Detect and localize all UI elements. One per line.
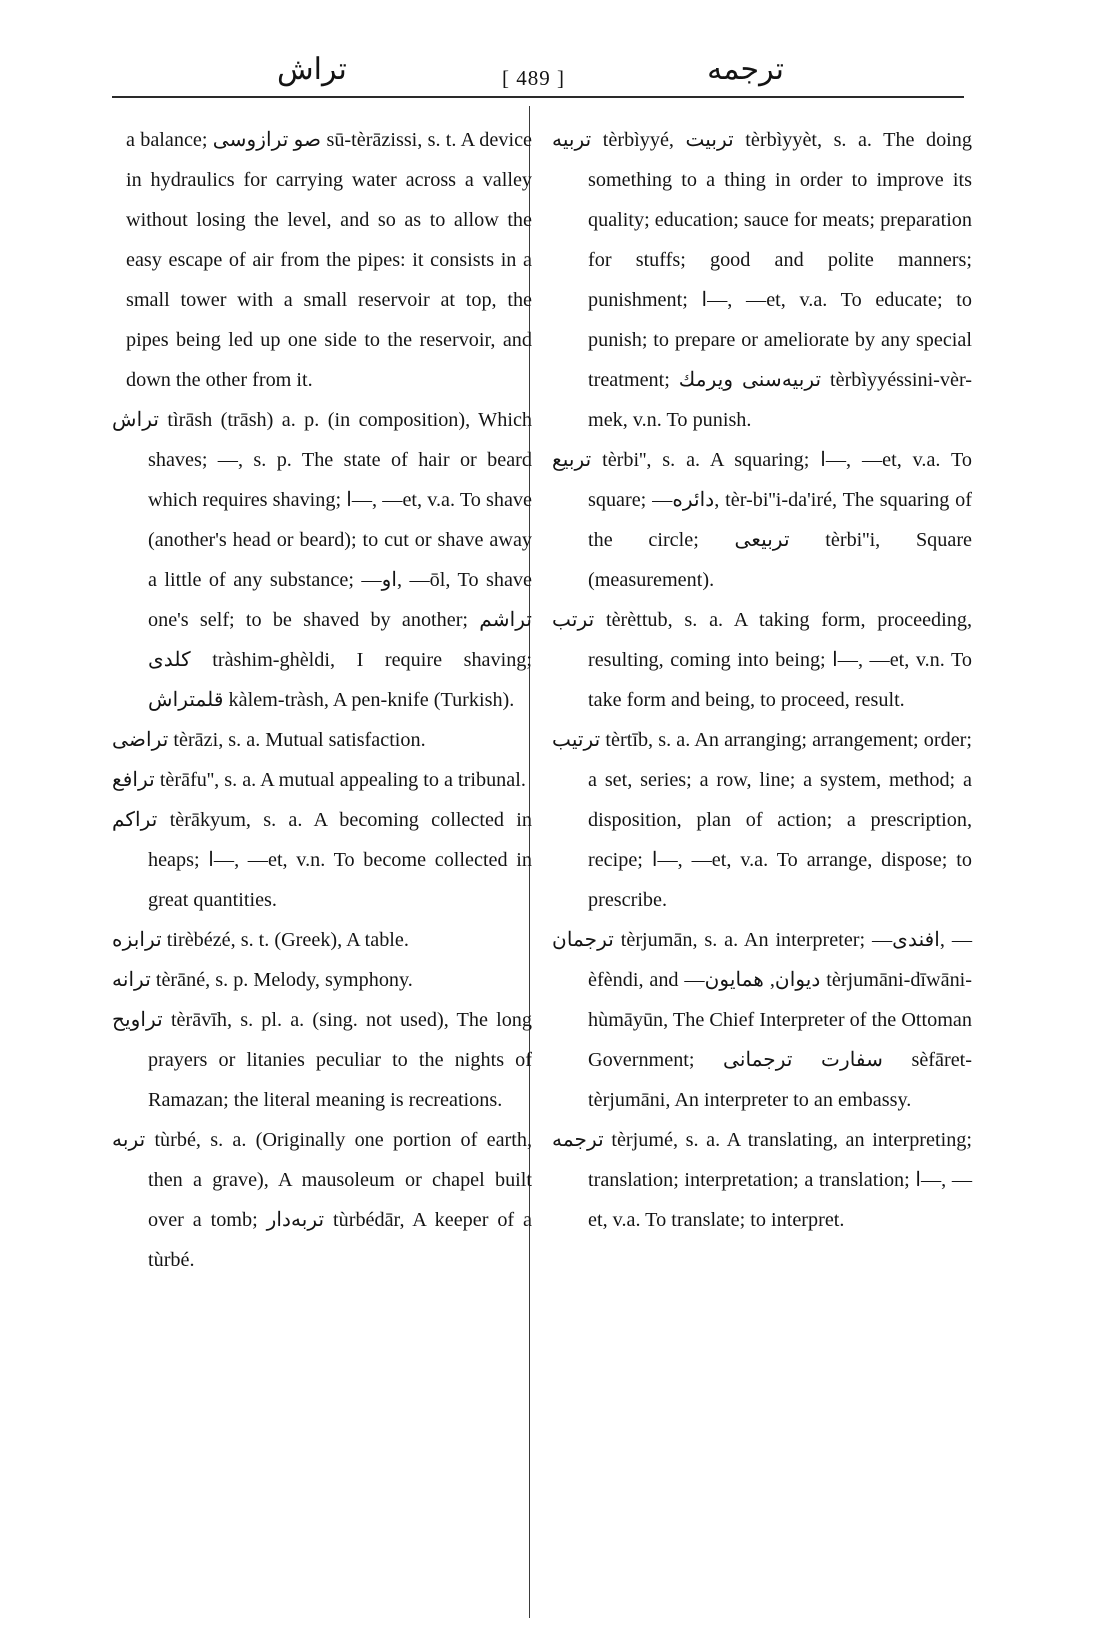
header-arabic-right: ترجمه [707, 53, 784, 86]
dictionary-entry: ترجمان tèrjumān, s. a. An interpreter; —افندى, —èfèndi, and —ديوان, همايون tèrjumāni-dīwāni-hùmāyūn, The Chief Interpreter of the Ottoman Government; سفارت ترجمانى sèfāret-tèrjumāni, An interpreter to an embassy. [552, 929, 973, 1111]
dictionary-entry: تربيع tèrbi'', s. a. A squaring; ا—, —et, v.a. To square; —دائره, tèr-bi''i-da'iré, The squaring of the circle; تربيعى tèrbi''i, Square (measurement). [552, 449, 972, 591]
dictionary-entry: ترابزه tirèbézé, s. t. (Greek), A table. [112, 929, 409, 951]
page-number: [ 489 ] [502, 66, 565, 90]
dictionary-entry: ترتيب tèrtīb, s. a. An arranging; arrangement; order; a set, series; a row, line; a system, method; a disposition, plan of action; a prescription, recipe; ا—, —et, v.a. To arrange, dispose; to prescribe. [552, 729, 972, 911]
dictionary-entry: تربه tùrbé, s. a. (Originally one portion of earth, then a grave), A mausoleum or chapel built over a tomb; تربه‌دار tùrbédār, A keeper of a tùrbé. [112, 1129, 532, 1271]
header-rule [112, 96, 964, 98]
dictionary-entry: ترتب tèrèttub, s. a. A taking form, proceeding, resulting, coming into being; ا—, —et, v.n. To take form and being, to proceed, result. [552, 609, 972, 711]
dictionary-entry: a balance; صو ترازوسى sū-tèrāzissi, s. t. A device in hydraulics for carrying water across a valley without losing the level, and so as to allow the easy escape of air from the pipes: it consists in a small tower with a small reservoir at top, the pipes being led up one side to the reservoir, and down the other from it. [126, 129, 532, 391]
page-header [112, 52, 964, 96]
dictionary-entry: ترجمه tèrjumé, s. a. A translating, an interpreting; translation; interpretation; a translation; ا—, —et, v.a. To translate; to interpret. [552, 1129, 973, 1231]
right-column [552, 120, 972, 1240]
dictionary-entry: تراكم tèrākyum, s. a. A becoming collected in heaps; ا—, —et, v.n. To become collected in great quantities. [112, 809, 532, 911]
dictionary-entry: تراضى tèrāzi, s. a. Mutual satisfaction. [112, 729, 426, 751]
left-column [112, 120, 532, 1280]
dictionary-entry: ترانه tèrāné, s. p. Melody, symphony. [112, 969, 413, 991]
dictionary-entry: تراش tìrāsh (trāsh) a. p. (in composition), Which shaves; —, s. p. The state of hair or beard which requires shaving; ا—, —et, v.a. To shave (another's head or beard); to cut or shave away a little of any substance; —او, —ōl, To shave one's self; to be shaved by another; تراشم كلدى tràshim-ghèldi, I require shaving; قلمتراش kàlem-tràsh, A pen-knife (Turkish). [112, 409, 532, 711]
dictionary-entry: ترافع tèrāfu'', s. a. A mutual appealing to a tribunal. [112, 769, 526, 791]
dictionary-entry: تراويح tèrāvīh, s. pl. a. (sing. not used), The long prayers or litanies peculiar to the nights of Ramazan; the literal meaning is recreations. [112, 1009, 532, 1111]
header-arabic-left: تراش [277, 53, 347, 86]
dictionary-entry: تربيه tèrbìyyé, تربيت tèrbìyyèt, s. a. The doing something to a thing in order to improve its quality; education; sauce for meats; preparation for stuffs; good and polite manners; punishment; ا—, —et, v.a. To educate; to punish; to prepare or ameliorate by any special treatment; تربيه‌سنى ويرمك tèrbìyyéssini-vèr-mek, v.n. To punish. [552, 129, 972, 431]
